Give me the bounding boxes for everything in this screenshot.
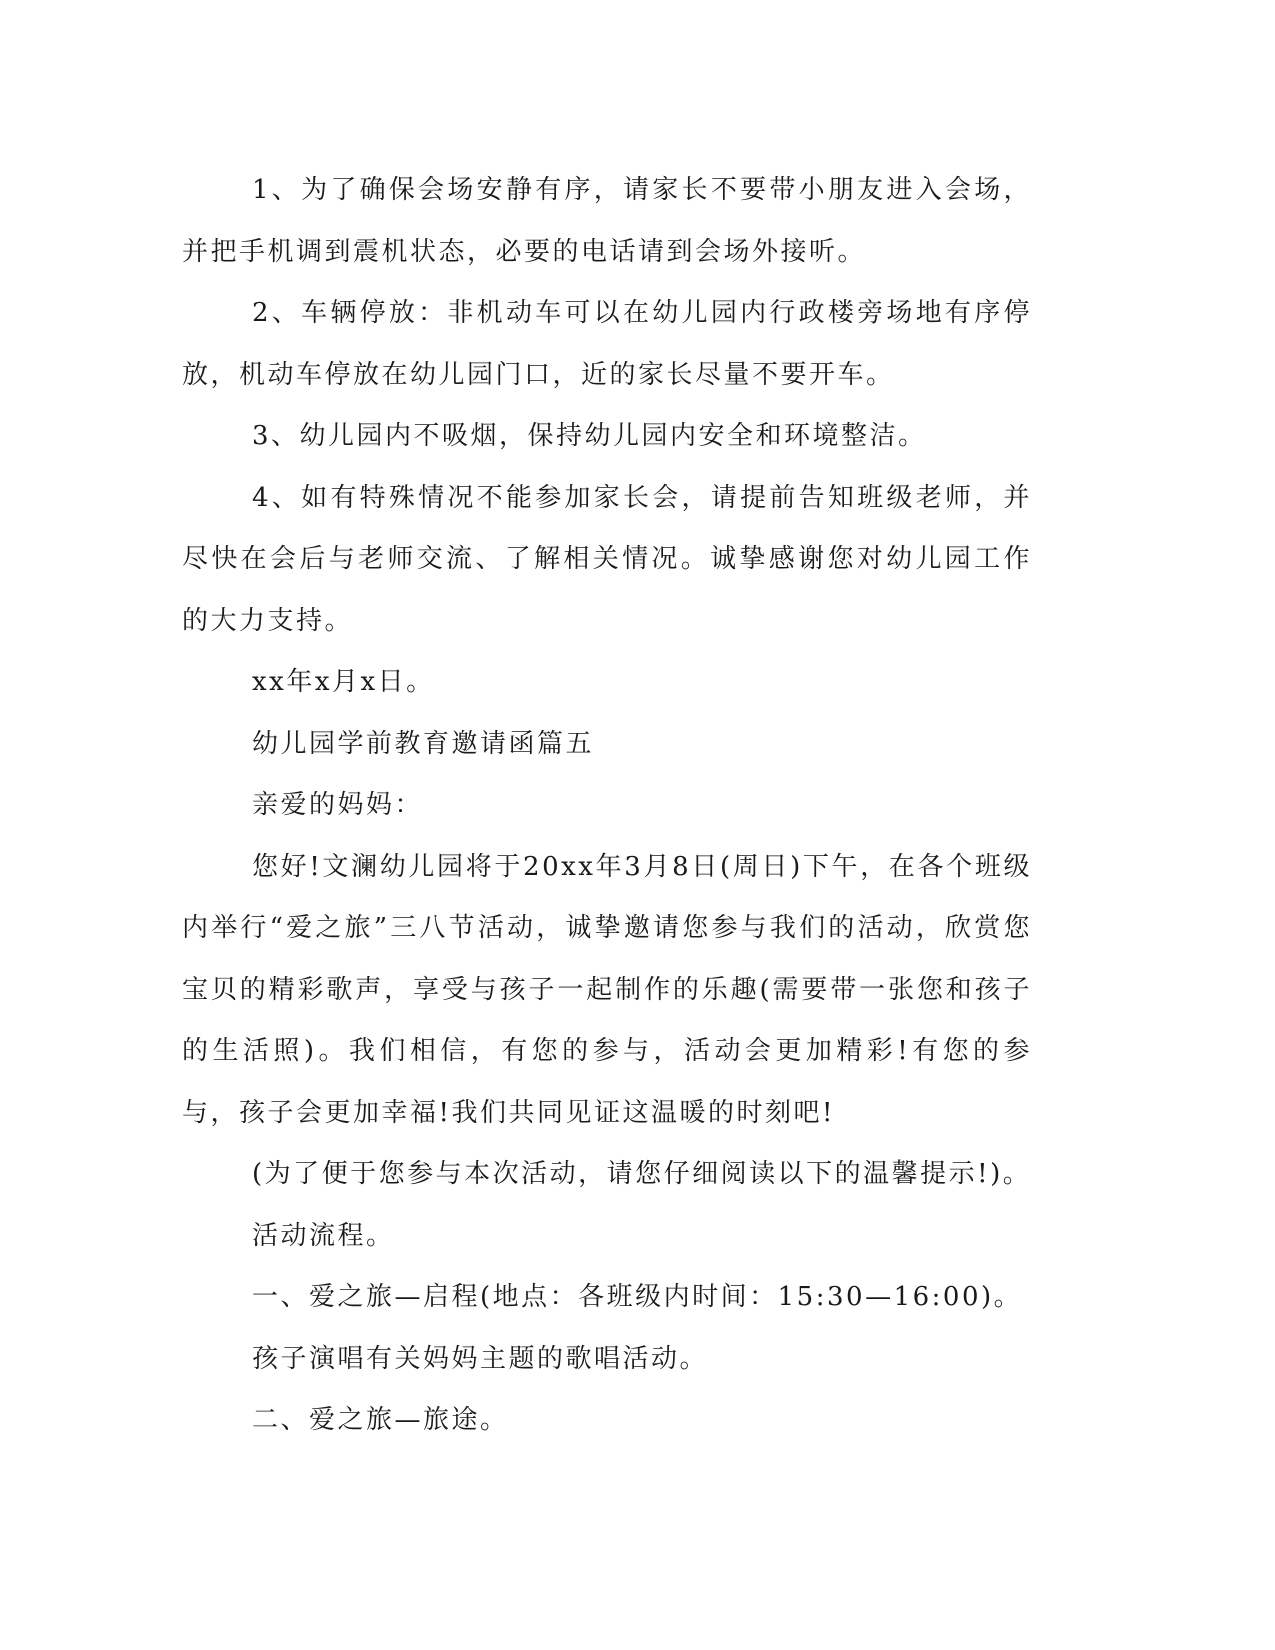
salutation: 亲爱的妈妈： [252,790,424,820]
section-title: 幼儿园学前教育邀请函篇五 [252,728,595,759]
paragraph-rule-2: 2、车辆停放：非机动车可以在幼儿园内行政楼旁场地有序停放，机动车停放在幼儿园门口，近的家长尽量不要开车。 [182,298,1032,390]
date-line: xx年x月x日。 [252,667,435,697]
activity-flow-heading: 活动流程。 [252,1220,395,1251]
paragraph-rule-3: 3、幼儿园内不吸烟，保持幼儿园内安全和环境整洁。 [252,421,927,451]
document-body [182,160,1032,1452]
reminder-note: (为了便于您参与本次活动，请您仔细阅读以下的温馨提示!)。 [252,1159,1032,1189]
invitation-body: 您好!文澜幼儿园将于20xx年3月8日(周日)下午，在各个班级内举行“爱之旅”三八节活动，诚挚邀请您参与我们的活动，欣赏您宝贝的精彩歌声，享受与孩子一起制作的乐趣(需要带一张您和孩子的生活照)。我们相信，有您的参与，活动会更加精彩!有您的参与，孩子会更加幸福!我们共同见证这温暖的时刻吧! [182,851,1032,1128]
activity-step-1: 一、爱之旅—启程(地点：各班级内时间：15:30—16:00)。 [252,1282,1023,1312]
activity-step-2: 二、爱之旅—旅途。 [252,1405,509,1435]
paragraph-rule-4: 4、如有特殊情况不能参加家长会，请提前告知班级老师，并尽快在会后与老师交流、了解相关情况。诚挚感谢您对幼儿园工作的大力支持。 [182,482,1032,636]
paragraph-rule-1: 1、为了确保会场安静有序，请家长不要带小朋友进入会场，并把手机调到震机状态，必要的电话请到会场外接听。 [182,175,1032,267]
activity-step-1-detail: 孩子演唱有关妈妈主题的歌唱活动。 [252,1343,709,1374]
